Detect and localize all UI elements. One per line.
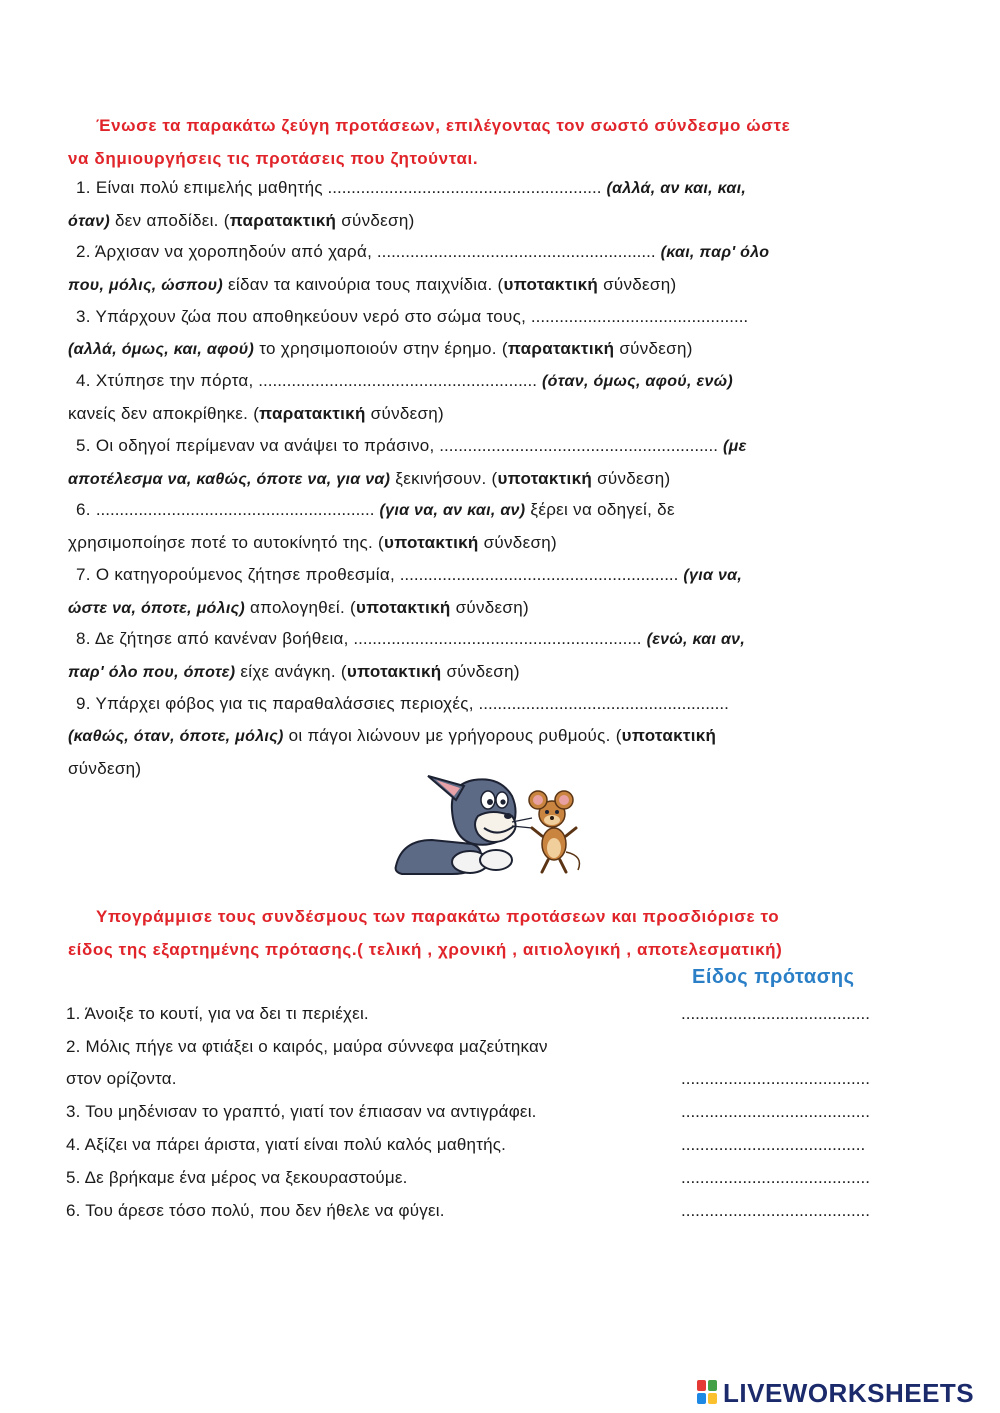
answer-blank-2[interactable]: ........................................ [681, 1069, 870, 1088]
answer-blank[interactable]: .......................................................... [322, 178, 602, 197]
sentence-part: Δε ζήτησε από κανέναν βοήθεια, [94, 629, 349, 648]
answer-blank[interactable]: ............................................................. [348, 629, 642, 648]
answer-blank-1[interactable]: ........................................ [681, 1004, 870, 1023]
item-number: 3. [76, 307, 91, 326]
answer-blank-3[interactable]: ........................................ [681, 1102, 870, 1121]
sentence-part: σύνδεση) [336, 211, 415, 230]
conjunction-options: (όταν, όμως, αφού, ενώ) [542, 373, 733, 390]
sentence-part: σύνδεση) [441, 662, 520, 681]
liveworksheets-logo [697, 1378, 974, 1408]
conjunction-options: (και, παρ' όλο [660, 244, 770, 261]
connection-type: υποτακτική [346, 662, 442, 681]
sentence-part: Άρχισαν να χοροπηδούν από χαρά, [94, 242, 373, 261]
exercise-item-8 [68, 623, 908, 689]
sentence-part: σύνδεση) [614, 339, 693, 358]
conjunction-options: που, μόλις, ώσπου) [68, 277, 224, 294]
sentence-part: είδαν τα καινούρια τους παιχνίδια. ( [223, 275, 504, 294]
sentence-part: σύνδεση) [478, 533, 557, 552]
item-number: 6. [76, 500, 91, 519]
conjunction-options: (αλλά, όμως, και, αφού) [68, 341, 255, 358]
section1-title-line1: Ένωσε τα παρακάτω ζεύγη προτάσεων, επιλέγοντας τον σωστό σύνδεσμο ώστε [96, 116, 791, 135]
sentence-kind-header: Είδος πρότασης [692, 966, 855, 988]
section2-title [68, 900, 914, 966]
exercise-item-4 [68, 365, 908, 430]
sentence-part: χρησιμοποίησε ποτέ το αυτοκίνητό της. ( [68, 533, 385, 552]
exercise-item-2 [68, 236, 908, 302]
sentence-4: 4. Αξίζει να πάρει άριστα, γιατί είναι πολύ καλός μαθητής. [66, 1135, 507, 1154]
sentence-part: Οι οδηγοί περίμεναν να ανάψει το πράσινο, [95, 436, 435, 455]
sentence-part: Υπάρχουν ζώα που αποθηκεύουν νερό στο σώμα τους, [95, 307, 527, 326]
section1-title-line2: να δημιουργήσεις τις προτάσεις που ζητούνται. [68, 149, 479, 168]
item-number: 7. [76, 565, 91, 584]
connection-type: παρατακτική [229, 211, 337, 230]
sentence-part: σύνδεση) [365, 404, 445, 423]
sentence-part: ξέρει να οδηγεί, δε [525, 500, 675, 519]
connection-type: υποτακτική [621, 726, 717, 745]
answer-blank[interactable]: ..................................................... [473, 694, 729, 713]
connection-type: παρατακτική [507, 339, 615, 358]
sentence-2-line2: στον ορίζοντα. [66, 1069, 177, 1088]
exercise-item-3 [68, 301, 908, 366]
answer-blank[interactable]: .............................................. [526, 307, 749, 326]
item-number: 4. [76, 371, 91, 390]
exercise-item-6 [68, 494, 908, 559]
cat-and-mouse-illustration [392, 770, 588, 878]
sentence-part: κανείς δεν αποκρίθηκε. ( [68, 404, 260, 423]
conjunction-options: παρ' όλο που, όποτε) [68, 664, 236, 681]
answer-blank[interactable]: ........................................................... [95, 500, 375, 519]
conjunction-options: (ενώ, και αν, [646, 631, 746, 648]
conjunction-options: (για να, [683, 567, 743, 584]
conjunction-options: (με [723, 438, 747, 455]
item-number: 8. [76, 629, 91, 648]
connection-type: υποτακτική [384, 533, 479, 552]
item-number: 9. [76, 694, 91, 713]
sentence-2 [66, 1031, 548, 1095]
sentence-part: σύνδεση) [450, 598, 529, 617]
sentence-part: σύνδεση) [68, 759, 142, 778]
sentence-part: σύνδεση) [598, 275, 677, 294]
item-number: 5. [76, 436, 91, 455]
liveworksheets-logo-text: LIVEWORKSHEETS [723, 1377, 975, 1408]
answer-blank-6[interactable]: ........................................ [681, 1201, 870, 1220]
sentence-part: Χτύπησε την πόρτα, [95, 371, 254, 390]
answer-blank[interactable]: ........................................................... [394, 565, 679, 584]
conjunction-options: (αλλά, αν και, και, [606, 180, 747, 197]
answer-blank-4[interactable]: ....................................... [681, 1135, 866, 1154]
connection-type: υποτακτική [503, 275, 599, 294]
conjunction-options: όταν) [68, 213, 110, 230]
exercise-item-1 [68, 172, 908, 238]
sentence-part: δεν αποδίδει. ( [109, 211, 230, 230]
sentence-1: 1. Άνοιξε το κουτί, για να δει τι περιέχει. [66, 1004, 369, 1023]
sentence-3: 3. Του μηδένισαν το γραπτό, γιατί τον έπιασαν να αντιγράφει. [66, 1102, 537, 1121]
sentence-part: απολογηθεί. ( [245, 598, 356, 617]
sentence-part: Είναι πολύ επιμελής μαθητής [95, 178, 323, 197]
sentence-part: το χρησιμοποιούν στην έρημο. ( [254, 339, 508, 358]
connection-type: παρατακτική [259, 404, 366, 423]
sentence-2-line1: 2. Μόλις πήγε να φτιάξει ο καιρός, μαύρα σύννεφα μαζεύτηκαν [66, 1037, 548, 1056]
exercise-item-5 [68, 430, 908, 496]
connection-type: υποτακτική [497, 469, 593, 488]
section2-title-line2: είδος της εξαρτημένης πρότασης.( τελική , χρονική , αιτιολογική , αποτελεσματική) [68, 940, 783, 959]
liveworksheets-logo-icon [697, 1380, 719, 1406]
answer-blank[interactable]: ........................................................... [372, 242, 656, 261]
answer-blank-5[interactable]: ........................................ [681, 1168, 870, 1187]
sentence-5: 5. Δε βρήκαμε ένα μέρος να ξεκουραστούμε. [66, 1168, 408, 1187]
answer-blank[interactable]: ........................................................... [434, 436, 718, 455]
connection-type: υποτακτική [355, 598, 451, 617]
conjunction-options: (καθώς, όταν, όποτε, μόλις) [68, 728, 284, 745]
sentence-part: είχε ανάγκη. ( [235, 662, 347, 681]
sentence-part: Ο κατηγορούμενος ζήτησε προθεσμία, [95, 565, 395, 584]
section2-title-line1: Υπογράμμισε τους συνδέσμους των παρακάτω προτάσεων και προσδιόρισε το [96, 907, 780, 926]
conjunction-options: αποτέλεσμα να, καθώς, όποτε να, για να) [68, 471, 391, 488]
item-number: 2. [76, 242, 91, 261]
conjunction-options: (για να, αν και, αν) [379, 502, 526, 519]
sentence-part: οι πάγοι λιώνουν με γρήγορους ρυθμούς. ( [283, 726, 622, 745]
sentence-part: σύνδεση) [592, 469, 671, 488]
sentence-6: 6. Του άρεσε τόσο πολύ, που δεν ήθελε να φύγει. [66, 1201, 445, 1220]
conjunction-options: ώστε να, όποτε, μόλις) [68, 600, 246, 617]
section1-title [68, 109, 914, 175]
answer-blank[interactable]: ........................................................... [253, 371, 537, 390]
sentence-part: Υπάρχει φόβος για τις παραθαλάσσιες περιοχές, [95, 694, 474, 713]
sentence-part: ξεκινήσουν. ( [390, 469, 498, 488]
item-number: 1. [76, 178, 91, 197]
exercise-item-7 [68, 559, 908, 625]
